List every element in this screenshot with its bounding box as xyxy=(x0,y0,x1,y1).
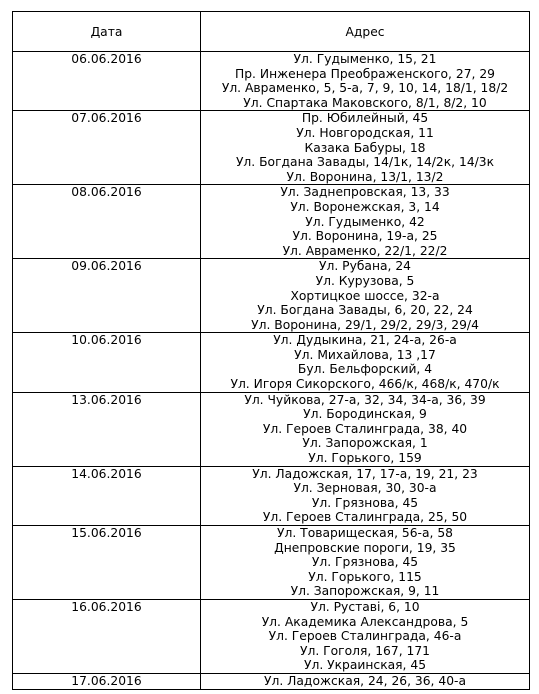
address-cell xyxy=(201,466,530,525)
address-line: Ул. Горького, 159 xyxy=(308,451,422,466)
address-cell xyxy=(201,333,530,392)
address-line: Ул. Грязнова, 45 xyxy=(311,495,419,510)
address-line: Ул. Запорожская, 1 xyxy=(302,436,428,451)
address-line: Ул. Воронежская, 3, 14 xyxy=(290,199,440,214)
address-line: Ул. Руставі, 6, 10 xyxy=(310,599,420,614)
address-line: Ул. Михайлова, 13 ,17 xyxy=(294,347,436,362)
address-line: Ул. Гудыменко, 15, 21 xyxy=(293,52,437,66)
address-line: Ул. Украинская, 45 xyxy=(303,658,427,673)
address-line: Ул. Зерновая, 30, 30-а xyxy=(293,481,437,496)
address-line: Ул. Гоголя, 167, 171 xyxy=(299,643,430,658)
address-line: Ул. Заднепровская, 13, 33 xyxy=(280,185,450,200)
address-line: Ул. Академика Александрова, 5 xyxy=(261,614,469,629)
date-cell: 09.06.2016 xyxy=(13,259,201,333)
address-line: Ул. Новгородская, 11 xyxy=(296,125,434,140)
table-row xyxy=(13,111,530,185)
table-row xyxy=(13,466,530,525)
date-cell: 16.06.2016 xyxy=(13,599,201,673)
address-line: Ул. Героев Сталинграда, 46-а xyxy=(268,629,462,644)
address-line: Казака Бабуры, 18 xyxy=(304,140,426,155)
date-cell: 07.06.2016 xyxy=(13,111,201,185)
address-line: Ул. Ладожская, 24, 26, 36, 40-а xyxy=(263,673,466,688)
address-line: Ул. Авраменко, 5, 5-а, 7, 9, 10, 14, 18/1, 18/2 xyxy=(221,81,509,96)
date-cell: 13.06.2016 xyxy=(13,392,201,466)
address-line: Ул. Воронина, 19-а, 25 xyxy=(292,229,438,244)
address-line: Ул. Богдана Завады, 14/1к, 14/2к, 14/3к xyxy=(235,155,495,170)
schedule-table-body xyxy=(13,52,530,690)
address-cell xyxy=(201,673,530,689)
address-line: Ул. Воронина, 29/1, 29/2, 29/3, 29/4 xyxy=(251,317,479,332)
address-line: Пр. Юбилейный, 45 xyxy=(301,111,429,126)
address-line: Ул. Товарищеская, 56-а, 58 xyxy=(277,526,453,540)
address-line: Ул. Богдана Завады, 6, 20, 22, 24 xyxy=(257,303,473,318)
address-column-header: Адрес xyxy=(201,12,530,52)
address-line: Ул. Игоря Сикорского, 466/к, 468/к, 470/к xyxy=(230,377,500,392)
table-row xyxy=(13,599,530,673)
address-cell xyxy=(201,111,530,185)
address-cell xyxy=(201,526,530,600)
date-column-header: Дата xyxy=(13,12,201,52)
date-cell: 06.06.2016 xyxy=(13,52,201,111)
table-row xyxy=(13,52,530,111)
address-cell xyxy=(201,185,530,259)
table-row xyxy=(13,673,530,689)
table-row xyxy=(13,526,530,600)
address-cell xyxy=(201,599,530,673)
address-line: Днепровские пороги, 19, 35 xyxy=(274,540,456,555)
address-line: Ул. Горького, 115 xyxy=(308,569,422,584)
date-cell: 15.06.2016 xyxy=(13,526,201,600)
date-cell: 17.06.2016 xyxy=(13,673,201,689)
address-cell xyxy=(201,259,530,333)
address-line: Хортицкое шоссе, 32-а xyxy=(290,288,440,303)
address-line: Ул. Героев Сталинграда, 38, 40 xyxy=(262,421,468,436)
address-line: Ул. Героев Сталинграда, 25, 50 xyxy=(262,510,468,525)
address-cell xyxy=(201,392,530,466)
address-line: Ул. Чуйкова, 27-а, 32, 34, 34-а, 36, 39 xyxy=(244,392,486,407)
address-line: Ул. Воронина, 13/1, 13/2 xyxy=(286,169,444,184)
address-line: Ул. Авраменко, 22/1, 22/2 xyxy=(282,243,448,258)
schedule-document xyxy=(12,11,529,690)
address-line: Ул. Ладожская, 17, 17-а, 19, 21, 23 xyxy=(252,466,478,481)
address-line: Ул. Курузова, 5 xyxy=(315,273,415,288)
address-line: Ул. Бородинская, 9 xyxy=(303,407,427,422)
address-line: Ул. Запорожская, 9, 11 xyxy=(290,584,440,599)
date-cell: 10.06.2016 xyxy=(13,333,201,392)
table-row xyxy=(13,185,530,259)
table-row xyxy=(13,333,530,392)
address-line: Ул. Дудыкина, 21, 24-а, 26-а xyxy=(273,333,457,348)
address-line: Ул. Спартака Маковского, 8/1, 8/2, 10 xyxy=(243,95,487,110)
address-line: Ул. Грязнова, 45 xyxy=(311,555,419,570)
address-line: Ул. Гудыменко, 42 xyxy=(305,214,425,229)
address-line: Бул. Бельфорский, 4 xyxy=(297,362,433,377)
address-line: Пр. Инженера Преображенского, 27, 29 xyxy=(235,66,495,81)
schedule-table xyxy=(12,11,530,690)
address-cell xyxy=(201,52,530,111)
table-row xyxy=(13,392,530,466)
date-cell: 08.06.2016 xyxy=(13,185,201,259)
table-header-row xyxy=(13,12,530,52)
address-line: Ул. Рубана, 24 xyxy=(318,259,412,274)
table-row xyxy=(13,259,530,333)
date-cell: 14.06.2016 xyxy=(13,466,201,525)
